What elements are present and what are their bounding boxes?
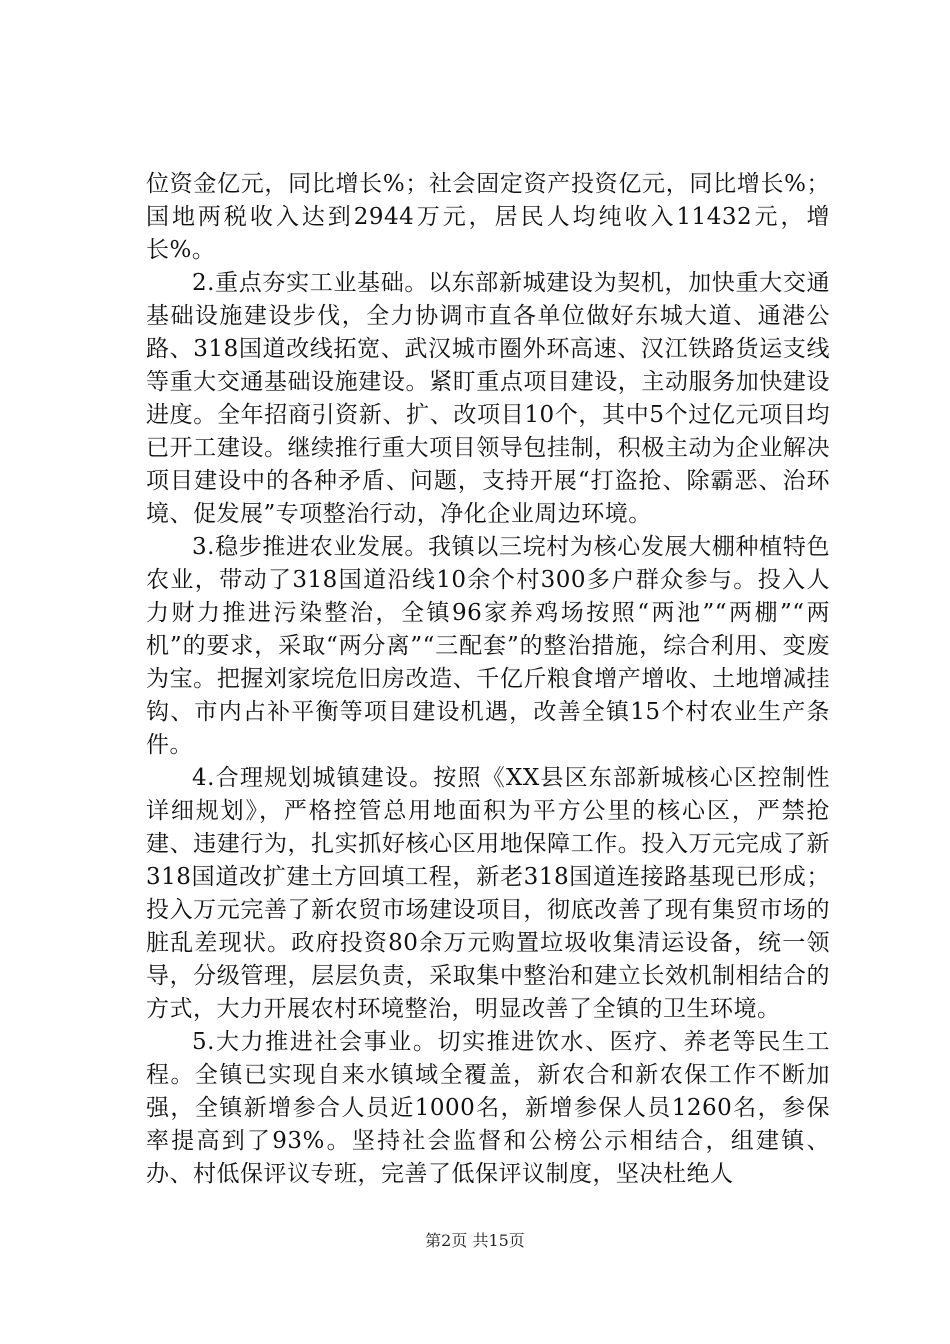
page-body xyxy=(146,168,830,1191)
paragraph-continuation: 位资金亿元，同比增长%；社会固定资产投资亿元，同比增长%；国地两税收入达到2944万元，居民人均纯收入11432元，增长%。 xyxy=(146,171,830,263)
page-footer xyxy=(0,1228,950,1251)
paragraph-social-affairs: 5.大力推进社会事业。切实推进饮水、医疗、养老等民生工程。全镇已实现自来水镇域全覆盖，新农合和新农保工作不断加强，全镇新增参合人员近1000名，新增参保人员1260名，参保率提高到了93%。坚持社会监督和公榜公示相结合，组建镇、办、村低保评议专班，完善了低保评议制度，坚决杜绝人 xyxy=(146,1029,830,1187)
paragraph-agriculture: 3.稳步推进农业发展。我镇以三垸村为核心发展大棚种植特色农业，带动了318国道沿线10余个村300多户群众参与。投入人力财力推进污染整治，全镇96家养鸡场按照“两池”“两棚”“两机”的要求，采取“两分离”“三配套”的整治措施，综合利用、变废为宝。把握刘家垸危旧房改造、千亿斤粮食增产增收、土地增减挂钩、市内占补平衡等项目建设机遇，改善全镇15个村农业生产条件。 xyxy=(146,534,830,758)
paragraph-town-planning: 4.合理规划城镇建设。按照《XX县区东部新城核心区控制性详细规划》，严格控管总用地面积为平方公里的核心区，严禁抢建、违建行为，扎实抓好核心区用地保障工作。投入万元完成了新318国道改扩建土方回填工程，新老318国道连接路基现已形成；投入万元完善了新农贸市场建设项目，彻底改善了现有集贸市场的脏乱差现状。政府投资80余万元购置垃圾收集清运设备，统一领导，分级管理，层层负责，采取集中整治和建立长效机制相结合的方式，大力开展农村环境整治，明显改善了全镇的卫生环境。 xyxy=(146,765,830,1022)
page-number: 第2页 共15页 xyxy=(425,1231,525,1250)
paragraph-industry: 2.重点夯实工业基础。以东部新城建设为契机，加快重大交通基础设施建设步伐，全力协调市直各单位做好东城大道、通港公路、318国道改线拓宽、武汉城市圈外环高速、汉江铁路货运支线等重大交通基础设施建设。紧盯重点项目建设，主动服务加快建设进度。全年招商引资新、扩、改项目10个，其中5个过亿元项目均已开工建设。继续推行重大项目领导包挂制，积极主动为企业解决项目建设中的各种矛盾、问题，支持开展“打盗抢、除霸恶、治环境、促发展”专项整治行动，净化企业周边环境。 xyxy=(146,270,830,527)
